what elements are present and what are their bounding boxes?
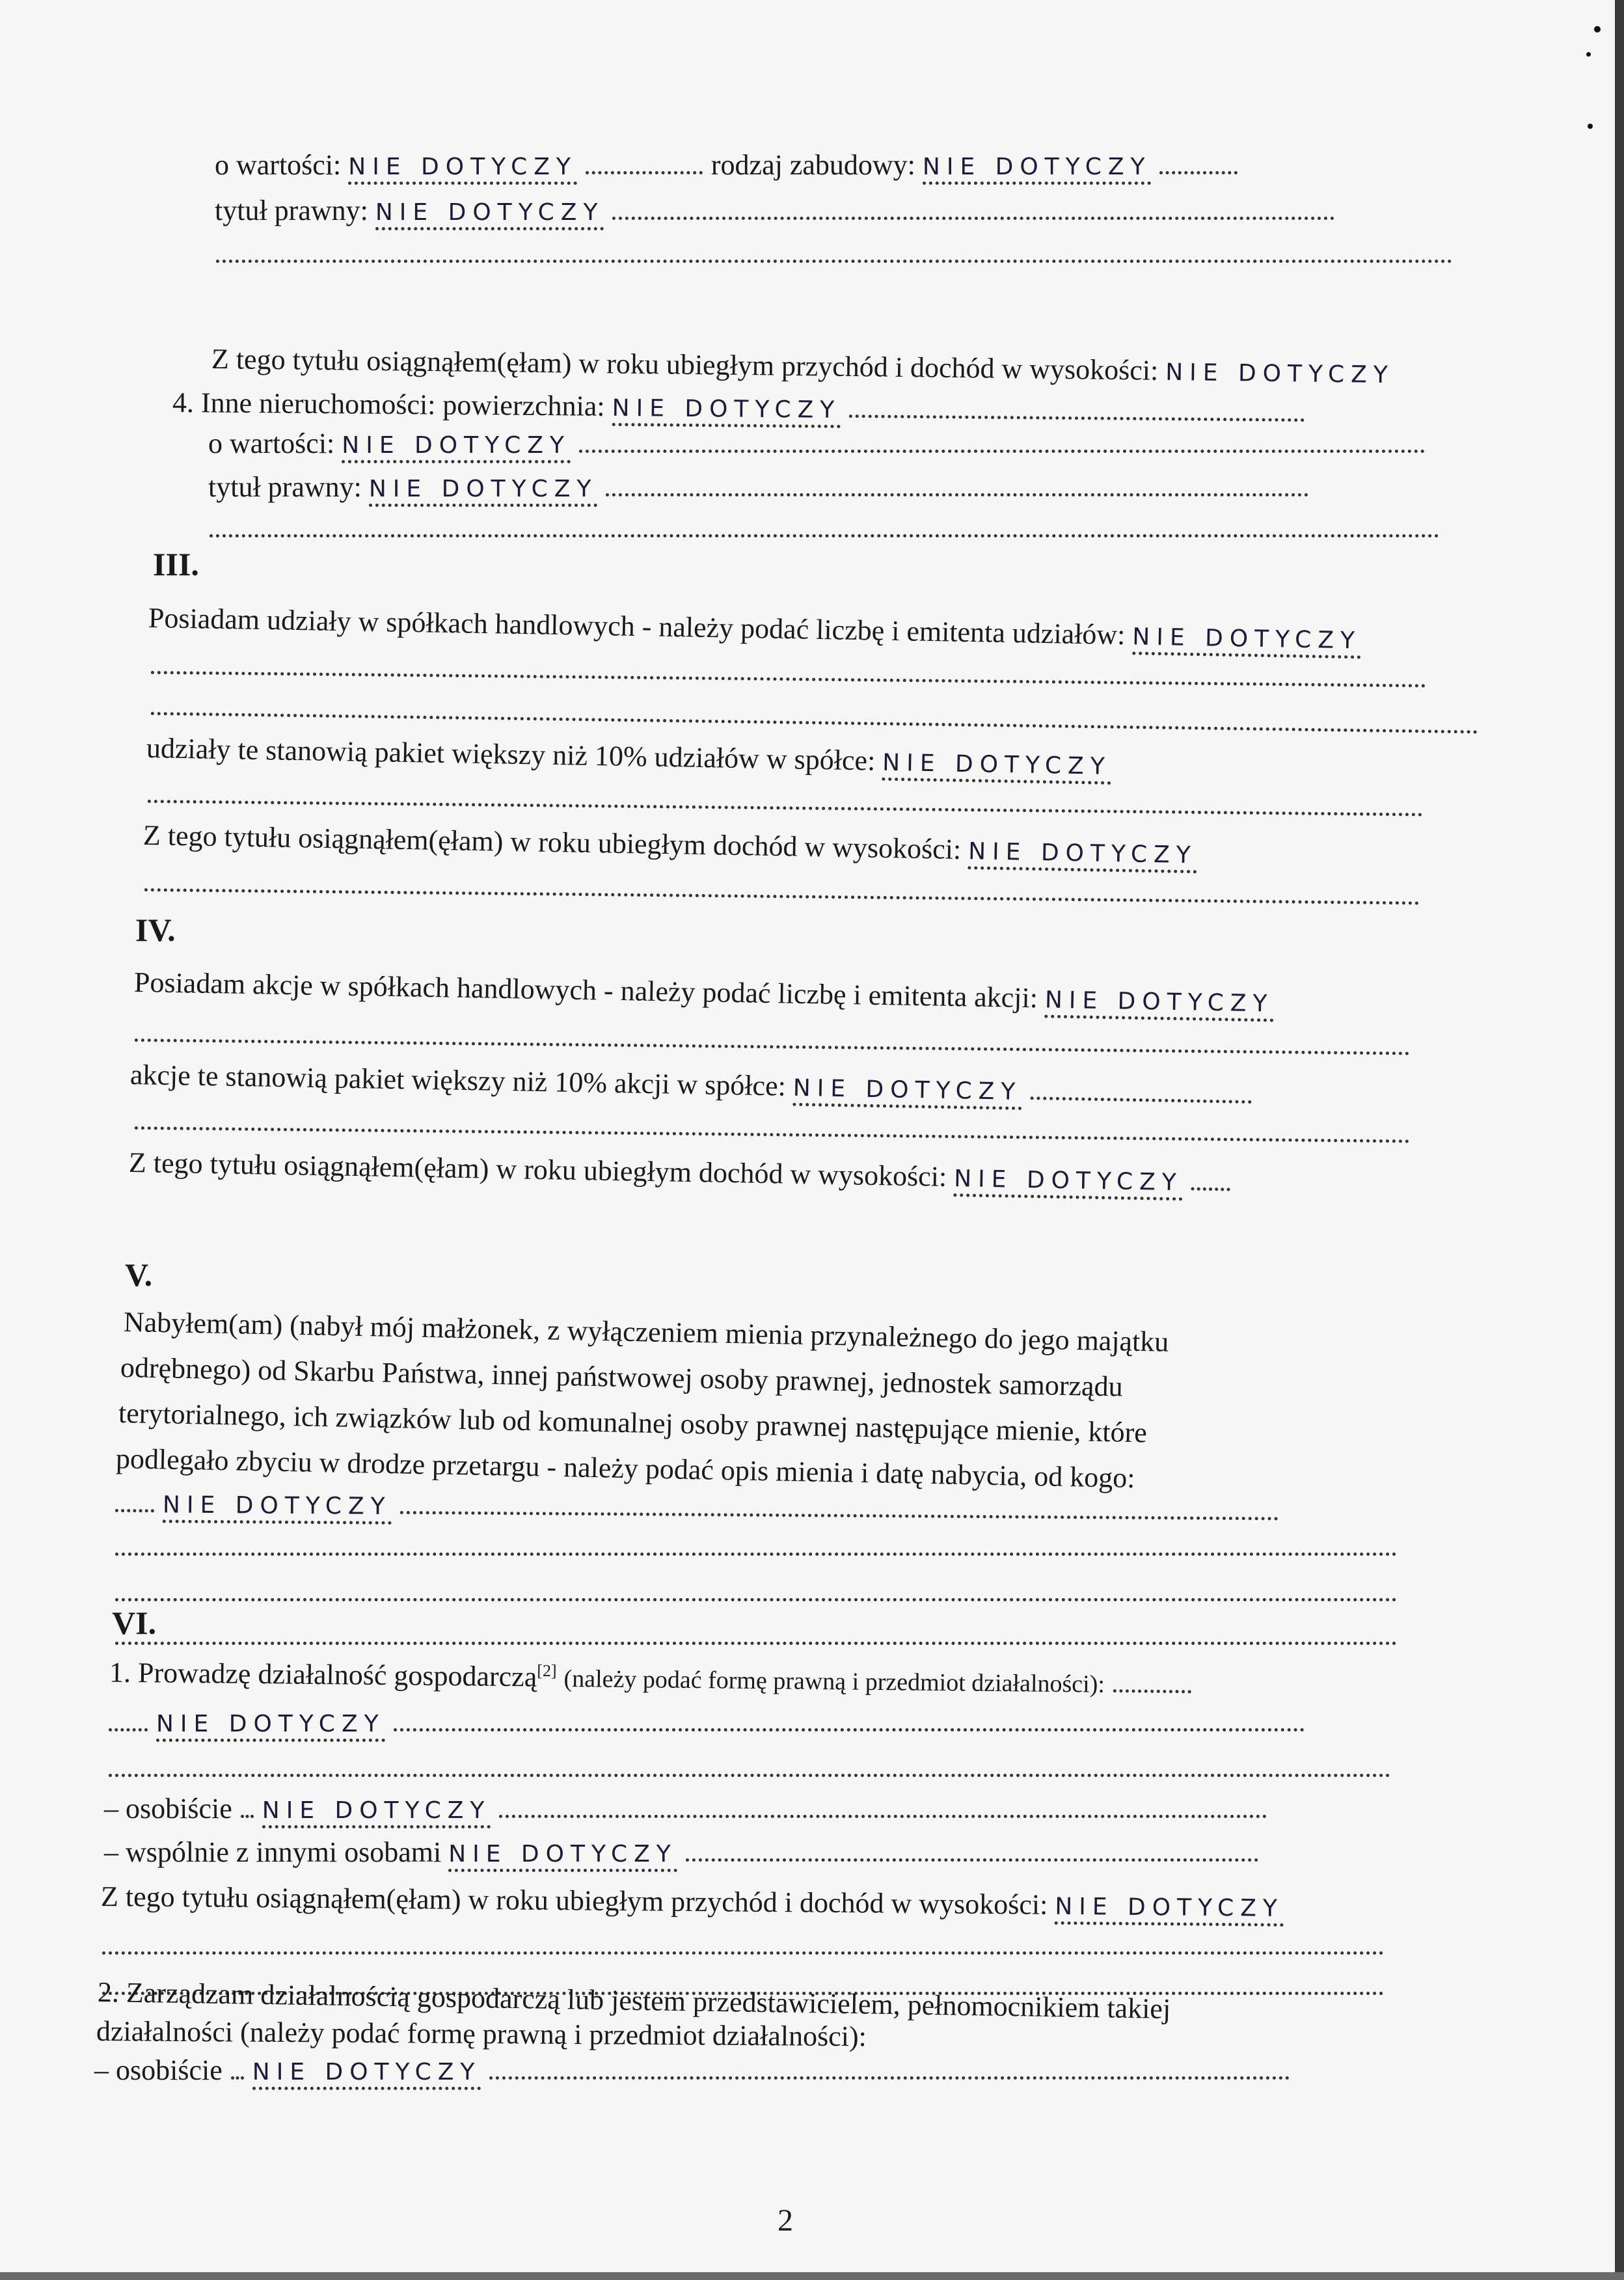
section3-income-text: Z tego tytułu osiągnąłem(ęłam) w roku ubiegłym dochód w wysokości: [142,819,962,865]
section6-item1-line [109,1658,1193,1698]
section6-jointly-handwritten: NIE DOTYCZY [448,1841,677,1872]
dotted-line [114,1532,1398,1561]
section4-income-line [129,1148,1232,1197]
section3-package-handwritten: NIE DOTYCZY [882,750,1111,785]
scan-speck [1586,52,1591,57]
section6-item1-text: 1. Prowadzę działalność gospodarczą [109,1656,537,1693]
section4-package-line [130,1061,1253,1109]
title-line [215,197,1336,225]
section6-item2-line2 [96,2017,867,2051]
building-type-handwritten: NIE DOTYCZY [923,154,1152,185]
section4-stocks-handwritten: NIE DOTYCZY [1044,986,1273,1022]
top-income-text: Z tego tytułu osiągnąłem(ęłam) w roku ubiegłym przychód i dochód w wysokości: [211,343,1159,387]
footnote-ref[interactable]: [2] [537,1661,557,1681]
section3-shares-handwritten: NIE DOTYCZY [1132,623,1361,658]
section6-personal-label: – osobiście [104,1793,232,1825]
section6-income-text: Z tego tytułu osiągnąłem(ęłam) w roku ubiegłym przychód i dochód w wysokości: [100,1880,1048,1921]
section3-package-text: udziały te stanowią pakiet większy niż 10% udziałów w spółce: [146,732,876,777]
dotted-line [101,1931,1385,1960]
dotted-line [150,692,1480,739]
title-label: tytuł prawny: [215,195,368,226]
section-v-heading: V. [125,1256,153,1293]
dotted-line [114,1622,1398,1650]
item4-number: 4. [172,387,195,419]
section4-income-text: Z tego tytułu osiągnąłem(ęłam) w roku ubiegłym dochód w wysokości: [128,1147,947,1193]
dotted-line [150,651,1428,693]
section6-item2-personal-handwritten: NIE DOTYCZY [252,2059,481,2090]
item4-area-line [172,388,1306,427]
scan-edge [0,2272,1624,2280]
section6-personal-line [104,1795,1268,1823]
page-number: 2 [778,2203,793,2238]
section5-text-line: odrębnego) od Skarbu Państwa, innej państwowej osoby prawnej, jednostek samorządu [120,1351,1124,1403]
section5-answer-line [114,1489,1280,1526]
section4-stocks-text: Posiadam akcje w spółkach handlowych - należy podać liczbę i emitenta akcji: [133,966,1038,1014]
dotted-line [114,1578,1398,1607]
value-label: o wartości: [215,149,342,181]
section-iii-heading: III. [153,546,199,582]
section3-income-line [143,821,1198,868]
dotted-line [133,1018,1411,1061]
section6-item2-personal-label: – osobiście [94,2054,223,2086]
dotted-line [143,868,1421,910]
section3-shares-text: Posiadam udziały w spółkach handlowych - należy podać liczbę i emitenta udziałów: [148,602,1126,651]
dotted-line [146,780,1424,822]
section3-income-handwritten: NIE DOTYCZY [968,838,1197,873]
section4-package-handwritten: NIE DOTYCZY [792,1075,1022,1110]
section6-item1-text-b: (należy podać formę prawną i przedmiot działalności): [563,1664,1105,1698]
section6-item1-handwritten: NIE DOTYCZY [156,1711,385,1742]
top-income-handwritten: NIE DOTYCZY [1165,359,1395,389]
section5-text-line: Nabyłem(am) (nabył mój małżonek, z wyłączeniem mienia przynależnego do jego majątku [123,1306,1169,1358]
item4-value-line [208,429,1426,458]
scan-edge [1615,0,1624,2280]
section5-text-line: terytorialnego, ich związków lub od komunalnej osoby prawnej następujące mienie, które [118,1397,1148,1449]
title-handwritten: NIE DOTYCZY [375,199,604,230]
item4-label: Inne nieruchomości: powierzchnia: [200,387,605,422]
section-vi-heading: VI. [112,1605,157,1641]
dotted-line [107,1754,1392,1782]
scan-speck [1594,26,1601,33]
scan-speck [1588,124,1593,129]
building-type-label: rodzaj zabudowy: [710,149,915,181]
value-line [215,151,1239,180]
section-iv-heading: IV. [135,912,176,948]
section6-jointly-label: – wspólnie z innymi osobami [104,1836,442,1868]
section6-item2-text-b: działalności (należy podać formę prawną i przedmiot działalności): [96,2015,867,2053]
item4-title-handwritten: NIE DOTYCZY [369,476,598,507]
item4-title-line [208,473,1310,502]
dotted-line [208,514,1441,543]
section5-answer-handwritten: NIE DOTYCZY [163,1492,392,1525]
section6-item1-answer-line [107,1708,1306,1737]
dotted-line [133,1106,1411,1148]
item4-value-handwritten: NIE DOTYCZY [342,432,571,463]
section6-income-handwritten: NIE DOTYCZY [1055,1893,1284,1927]
top-income-line [211,345,1394,388]
section4-income-handwritten: NIE DOTYCZY [954,1165,1183,1201]
section6-income-line [101,1882,1284,1921]
section4-stocks-line [134,968,1274,1017]
item4-area-handwritten: NIE DOTYCZY [612,395,841,428]
item4-value-label: o wartości: [208,428,335,459]
item4-title-label: tytuł prawny: [208,471,362,503]
section6-item2-personal-line [94,2056,1291,2085]
dotted-line [215,239,1454,268]
value-handwritten: NIE DOTYCZY [348,154,577,185]
section6-item2-text: 2. Zarządzam działalnością gospodarczą lub jestem przedstawicielem, pełnomocnikiem takiej [97,1976,1171,2025]
section3-shares-line [148,604,1362,654]
section6-personal-handwritten: NIE DOTYCZY [262,1797,491,1828]
section6-jointly-line [104,1838,1260,1867]
section5-text-line: podlegało zbyciu w drodze przetargu - należy podać opis mienia i datę nabycia, od kogo: [115,1443,1135,1495]
section3-package-line [146,734,1112,780]
section4-package-text: akcje te stanowią pakiet większy niż 10% akcji w spółce: [129,1059,787,1102]
